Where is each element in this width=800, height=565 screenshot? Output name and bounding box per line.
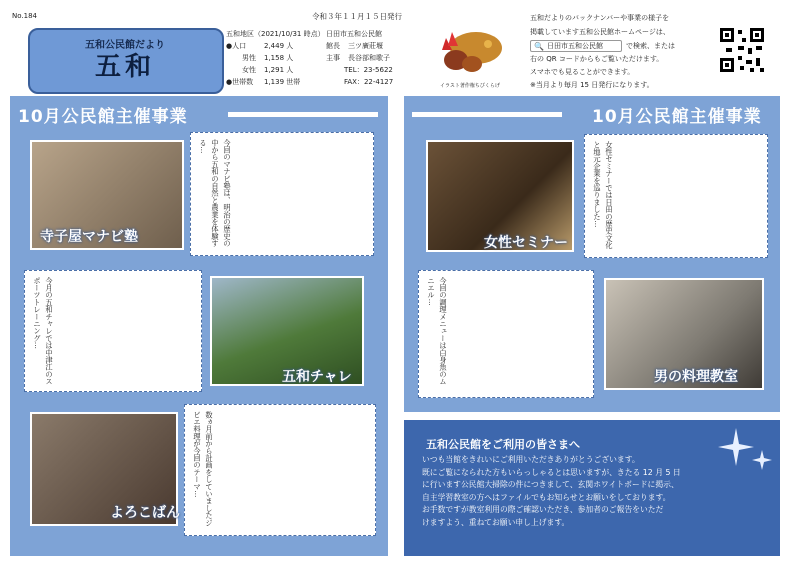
photo-caption-challe: 五和チャレ [282, 369, 352, 385]
notice-line-3: に行います公民館大掃除の件につきまして、玄関ホワイトボードに掲示、 [422, 480, 679, 489]
stats-title: 五和地区（2021/10/31 時点） [226, 30, 325, 38]
article-yorokoban [184, 404, 376, 536]
qr-code[interactable] [718, 26, 766, 74]
article-terakoya [190, 132, 374, 256]
stat-households-value: 1,139 世帯 [264, 78, 301, 86]
notice-line-2: 既にご覧になられた方もいらっしゃるとは思いますが、きたる 12 月 5 日 [422, 467, 681, 477]
photo-caption-yorokoban: よろこばん [110, 505, 180, 521]
org-name: 日田市五和公民館 [326, 30, 382, 38]
intro-line-2: 掲載しています五和公民館ホームページは、 [530, 28, 670, 36]
intro-line-5: スマホでも見ることができます。 [530, 68, 635, 76]
intro-line-1: 五和だよりのバックナンバーや事業の様子を [530, 14, 670, 22]
notice-line-4: 自主学習教室の方へはファイルでもお知らせとお願いをしております。 [422, 492, 671, 502]
article-text-otoko-ryouri: 今回の調理メニューは白身魚のムニエル… [427, 277, 448, 385]
notice-body [422, 454, 772, 529]
stat-female-value: 1,291 人 [264, 66, 294, 74]
autumn-leaves-illustration [428, 20, 508, 82]
masthead-subtitle: 五和公民館だより [85, 40, 165, 51]
article-otoko-ryouri [418, 270, 594, 398]
staff-officer-role: 主事 [326, 54, 340, 62]
title-underline-right [412, 112, 562, 117]
article-text-terakoya: 今回のマナビ塾は、明治の歴史の中から五和の自然と農業を体験する… [199, 139, 232, 247]
article-text-challe: 今月の五和チャレでは中津江のスポーツトレーニング… [33, 277, 54, 385]
staff-officer-name: 長谷部和歌子 [348, 54, 390, 62]
stat-male-value: 1,158 人 [264, 54, 294, 62]
article-text-josei-seminar: 女性セミナーでは日田の歴史文化と地元企業を巡りました… [593, 141, 614, 249]
notice-line-5: お手数ですが教室利用の際ご確認いただき、参加者のご報告をいただ [422, 505, 664, 514]
stat-population-label: ●人口 [226, 42, 247, 50]
issue-number: No.184 [12, 12, 37, 20]
photo-caption-otoko-ryouri: 男の料理教室 [654, 369, 738, 385]
issue-date: 令和３年１１月１５日発行 [312, 12, 402, 21]
tel: TEL：23-5622 [344, 66, 393, 74]
stat-female-label: 女性 [242, 66, 256, 74]
fax: FAX：22-4127 [344, 78, 394, 86]
search-box[interactable] [530, 40, 622, 52]
notice-line-6: けますよう、重ねてお願い申し上げます。 [422, 517, 570, 527]
search-label: 日田市五和公民館 [547, 42, 603, 50]
left-section-title: 10月公民館主催事業 [18, 107, 188, 127]
intro-line-4: 右の QR コードからもご覧いただけます。 [530, 55, 664, 63]
article-challe [24, 270, 202, 392]
photo-caption-terakoya: 寺子屋マナビ塾 [40, 229, 138, 245]
article-text-yorokoban: 数ヵ月前から計画をしていましたジビエ料理が今回のテーマ… [193, 411, 214, 527]
masthead-title: 五和 [94, 52, 155, 82]
staff-director-role: 館長 [326, 42, 340, 50]
article-josei-seminar [584, 134, 768, 258]
notice-line-1: いつも当館をきれいにご利用いただきありがとうございます。 [422, 455, 640, 464]
intro-line-3: で検索、または [626, 42, 675, 50]
photo-caption-josei-seminar: 女性セミナー [484, 235, 568, 251]
intro-line-6: ※当月より毎月 15 日発行になります。 [530, 81, 654, 89]
stat-male-label: 男性 [242, 54, 256, 62]
staff-director-name: 三ツ廣莊堰 [348, 42, 383, 50]
title-underline [228, 112, 378, 117]
right-section-title: 10月公民館主催事業 [592, 107, 762, 127]
stat-population-value: 2,449 人 [264, 42, 294, 50]
illustration-credit: イラスト著作権ちびくらげ [440, 83, 500, 89]
stat-households-label: ●世帯数 [226, 78, 254, 86]
search-icon: 🔍 [534, 42, 544, 51]
notice-title: 五和公民館をご利用の皆さまへ [426, 438, 580, 451]
